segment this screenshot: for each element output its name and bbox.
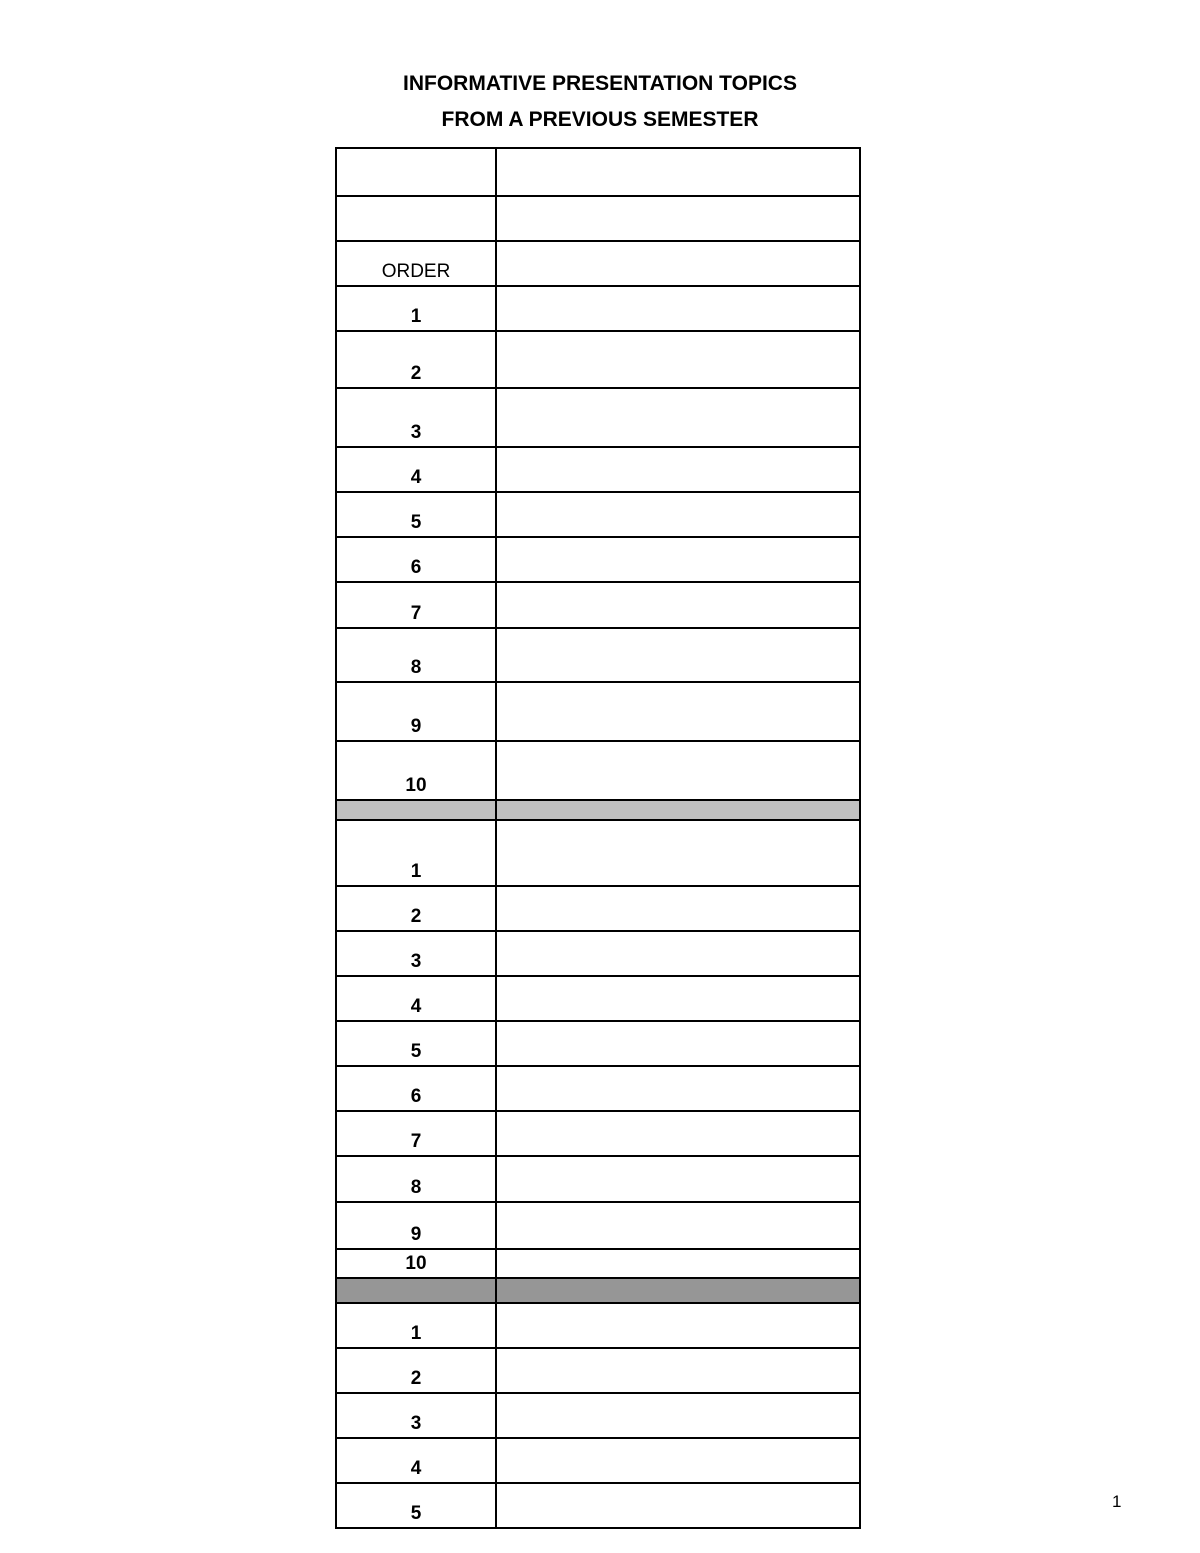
table-row	[337, 1110, 859, 1155]
title-line-1: INFORMATIVE PRESENTATION TOPICS	[403, 72, 797, 95]
topic-cell	[497, 583, 859, 627]
topic-cell	[497, 887, 859, 930]
order-cell: 4	[337, 1439, 497, 1482]
topic-cell	[497, 1304, 859, 1347]
table-row	[337, 1392, 859, 1437]
table-row	[337, 536, 859, 581]
table-row	[337, 1302, 859, 1347]
table-row	[337, 819, 859, 885]
topic-cell	[497, 821, 859, 885]
table-row	[337, 446, 859, 491]
topic-cell	[497, 1279, 859, 1302]
table-row	[337, 285, 859, 330]
order-cell: 5	[337, 493, 497, 536]
table-row	[337, 681, 859, 740]
order-cell: 1	[337, 821, 497, 885]
topic-cell	[497, 287, 859, 330]
topic-cell	[497, 1394, 859, 1437]
order-cell: 2	[337, 1349, 497, 1392]
topic-cell	[497, 1022, 859, 1065]
table-row	[337, 1437, 859, 1482]
table-row	[337, 1065, 859, 1110]
topic-cell	[497, 242, 859, 285]
topic-cell	[497, 683, 859, 740]
topic-cell	[497, 332, 859, 387]
order-cell	[337, 1279, 497, 1302]
topic-cell	[497, 1484, 859, 1527]
topic-cell	[497, 1112, 859, 1155]
table-row	[337, 885, 859, 930]
order-cell: 6	[337, 1067, 497, 1110]
topics-table	[335, 147, 861, 1529]
table-row	[337, 330, 859, 387]
table-row	[337, 491, 859, 536]
order-cell	[337, 801, 497, 819]
order-cell: 5	[337, 1484, 497, 1527]
topic-cell	[497, 448, 859, 491]
table-row	[337, 195, 859, 240]
order-cell	[337, 197, 497, 240]
order-cell: 9	[337, 683, 497, 740]
topic-cell	[497, 1067, 859, 1110]
document-title	[0, 66, 1200, 138]
order-cell: ORDER	[337, 242, 497, 285]
topic-cell	[497, 1439, 859, 1482]
table-row	[337, 1155, 859, 1201]
order-cell: 6	[337, 538, 497, 581]
order-cell: 10	[337, 742, 497, 799]
order-cell: 2	[337, 332, 497, 387]
order-cell: 3	[337, 1394, 497, 1437]
topic-cell	[497, 538, 859, 581]
order-cell	[337, 149, 497, 195]
separator-row	[337, 1277, 859, 1302]
table-row	[337, 930, 859, 975]
table-row	[337, 1347, 859, 1392]
order-cell: 2	[337, 887, 497, 930]
order-cell: 3	[337, 389, 497, 446]
topic-cell	[497, 197, 859, 240]
order-cell: 7	[337, 1112, 497, 1155]
table-row	[337, 240, 859, 285]
table-row	[337, 740, 859, 799]
separator-row	[337, 799, 859, 819]
topic-cell	[497, 932, 859, 975]
title-line-2: FROM A PREVIOUS SEMESTER	[441, 108, 759, 131]
order-cell: 1	[337, 1304, 497, 1347]
topic-cell	[497, 801, 859, 819]
table-row	[337, 149, 859, 195]
table-row	[337, 627, 859, 681]
order-cell: 10	[337, 1250, 497, 1277]
table-row	[337, 975, 859, 1020]
order-cell: 9	[337, 1203, 497, 1248]
topic-cell	[497, 742, 859, 799]
topic-cell	[497, 493, 859, 536]
topic-cell	[497, 977, 859, 1020]
table-row	[337, 581, 859, 627]
topic-cell	[497, 1157, 859, 1201]
topic-cell	[497, 1250, 859, 1277]
page-number: 1	[1112, 1492, 1122, 1511]
topic-cell	[497, 629, 859, 681]
table-row	[337, 1248, 859, 1277]
topic-cell	[497, 389, 859, 446]
order-cell: 8	[337, 1157, 497, 1201]
topic-cell	[497, 1349, 859, 1392]
order-cell: 4	[337, 977, 497, 1020]
order-cell: 4	[337, 448, 497, 491]
topic-cell	[497, 1203, 859, 1248]
topic-cell	[497, 149, 859, 195]
table-row	[337, 1201, 859, 1248]
order-cell: 5	[337, 1022, 497, 1065]
table-row	[337, 1020, 859, 1065]
table-row	[337, 387, 859, 446]
order-cell: 3	[337, 932, 497, 975]
table-row	[337, 1482, 859, 1527]
order-cell: 7	[337, 583, 497, 627]
order-cell: 1	[337, 287, 497, 330]
order-cell: 8	[337, 629, 497, 681]
